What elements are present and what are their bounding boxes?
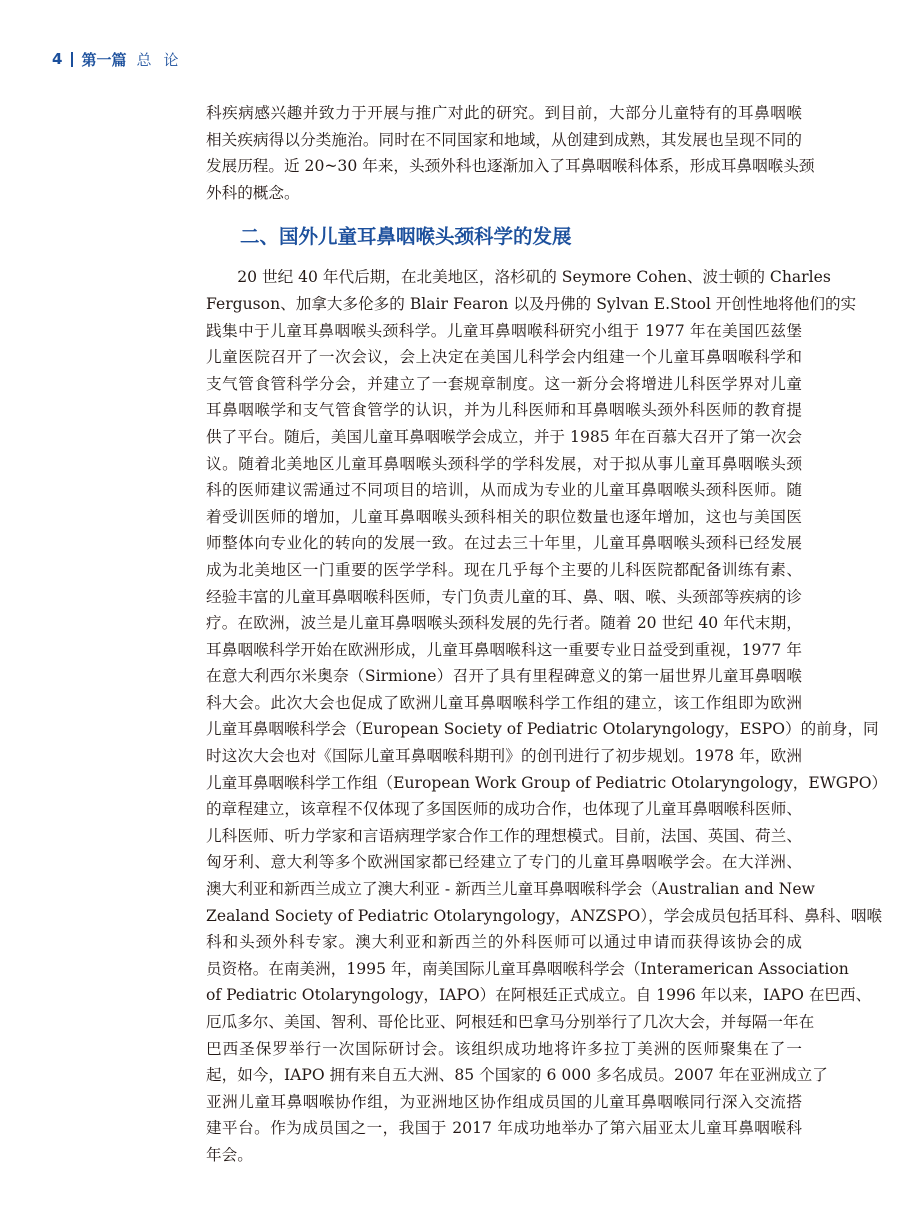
header-divider bbox=[71, 52, 73, 67]
text-line: 成为北美地区一门重要的医学学科。现在几乎每个主要的儿科医院都配备训练有素、 bbox=[206, 560, 802, 579]
text-line: 年会。 bbox=[206, 1145, 253, 1164]
text-line: Ferguson、加拿大多伦多的 Blair Fearon 以及丹佛的 Sylvan E.Stool 开创性地将他们的实 bbox=[206, 294, 857, 313]
page-content bbox=[206, 100, 888, 1169]
text-line: 澳大利亚和新西兰成立了澳大利亚 - 新西兰儿童耳鼻咽喉科学会（Australian and New bbox=[206, 880, 815, 899]
text-line: 时这次大会也对《国际儿童耳鼻咽喉科期刊》的创刊进行了初步规划。1978 年，欧洲 bbox=[206, 747, 802, 766]
text-line: 儿童耳鼻咽喉科学工作组（European Work Group of Pediatric Otolaryngology，EWGPO） bbox=[206, 773, 888, 792]
text-line: 着受训医师的增加，儿童耳鼻咽喉头颈科相关的职位数量也逐年增加，这也与美国医 bbox=[206, 507, 802, 526]
section-heading: 二、国外儿童耳鼻咽喉头颈科学的发展 bbox=[240, 225, 572, 249]
chapter-label: 总论 bbox=[136, 50, 191, 69]
text-line: 起，如今，IAPO 拥有来自五大洲、85 个国家的 6 000 多名成员。2007 年在亚洲成立了 bbox=[206, 1066, 828, 1085]
text-line: 匈牙利、意大利等多个欧洲国家都已经建立了专门的儿童耳鼻咽喉学会。在大洋洲、 bbox=[206, 853, 802, 872]
text-line: 科和头颈外科专家。澳大利亚和新西兰的外科医师可以通过申请而获得该协会的成 bbox=[206, 933, 802, 952]
text-line: 20 世纪 40 年代后期，在北美地区，洛杉矶的 Seymore Cohen、波士顿的 Charles bbox=[206, 268, 831, 287]
text-line: 议。随着北美地区儿童耳鼻咽喉头颈科学的学科发展，对于拟从事儿童耳鼻咽喉头颈 bbox=[206, 454, 802, 473]
text-line: of Pediatric Otolaryngology，IAPO）在阿根廷正式成立。自 1996 年以来，IAPO 在巴西、 bbox=[206, 986, 872, 1005]
text-line: Zealand Society of Pediatric Otolaryngology，ANZSPO），学会成员包括耳科、鼻科、咽喉 bbox=[206, 906, 883, 925]
text-line: 的章程建立，该章程不仅体现了多国医师的成功合作，也体现了儿童耳鼻咽喉科医师、 bbox=[206, 800, 802, 819]
text-line: 厄瓜多尔、美国、智利、哥伦比亚、阿根廷和巴拿马分别举行了几次大会，并每隔一年在 bbox=[206, 1013, 815, 1031]
text-line: 在意大利西尔米奥奈（Sirmione）召开了具有里程碑意义的第一届世界儿童耳鼻咽喉 bbox=[206, 667, 802, 686]
text-line: 儿童耳鼻咽喉科学会（European Society of Pediatric Otolaryngology，ESPO）的前身，同 bbox=[206, 720, 879, 739]
text-line: 外科的概念。 bbox=[206, 183, 300, 202]
text-line: 师整体向专业化的转向的发展一致。在过去三十年里，儿童耳鼻咽喉头颈科已经发展 bbox=[206, 534, 802, 553]
body-paragraph bbox=[206, 264, 888, 1168]
text-line: 相关疾病得以分类施治。同时在不同国家和地域，从创建到成熟，其发展也呈现不同的 bbox=[206, 130, 802, 149]
text-line: 员资格。在南美洲，1995 年，南美国际儿童耳鼻咽喉科学会（Interamerican Association bbox=[206, 959, 849, 978]
text-line: 科疾病感兴趣并致力于开展与推广对此的研究。到目前，大部分儿童特有的耳鼻咽喉 bbox=[206, 104, 802, 122]
text-line: 耳鼻咽喉学和支气管食管学的认识，并为儿科医师和耳鼻咽喉头颈外科医师的教育提 bbox=[206, 401, 802, 420]
part-label: 第一篇 bbox=[81, 50, 127, 69]
running-head bbox=[52, 46, 190, 72]
intro-paragraph bbox=[206, 100, 815, 206]
text-line: 支气管食管科学分会，并建立了一套规章制度。这一新分会将增进儿科医学界对儿童 bbox=[206, 374, 802, 393]
text-line: 科大会。此次大会也促成了欧洲儿童耳鼻咽喉科学工作组的建立，该工作组即为欧洲 bbox=[206, 693, 802, 712]
text-line: 巴西圣保罗举行一次国际研讨会。该组织成功地将许多拉丁美洲的医师聚集在了一 bbox=[206, 1039, 802, 1058]
text-line: 发展历程。近 20~30 年来，头颈外科也逐渐加入了耳鼻咽喉科体系，形成耳鼻咽喉头颈 bbox=[206, 157, 815, 176]
text-line: 亚洲儿童耳鼻咽喉协作组，为亚洲地区协作组成员国的儿童耳鼻咽喉同行深入交流搭 bbox=[206, 1092, 802, 1111]
text-line: 践集中于儿童耳鼻咽喉头颈科学。儿童耳鼻咽喉科研究小组于 1977 年在美国匹兹堡 bbox=[206, 321, 802, 340]
text-line: 供了平台。随后，美国儿童耳鼻咽喉学会成立，并于 1985 年在百慕大召开了第一次会 bbox=[206, 427, 802, 446]
text-line: 疗。在欧洲，波兰是儿童耳鼻咽喉头颈科发展的先行者。随着 20 世纪 40 年代末期， bbox=[206, 614, 802, 633]
text-line: 建平台。作为成员国之一，我国于 2017 年成功地举办了第六届亚太儿童耳鼻咽喉科 bbox=[206, 1119, 802, 1138]
text-line: 儿童医院召开了一次会议，会上决定在美国儿科学会内组建一个儿童耳鼻咽喉科学和 bbox=[206, 348, 802, 367]
page-number: 4 bbox=[52, 50, 63, 68]
text-line: 经验丰富的儿童耳鼻咽喉科医师，专门负责儿童的耳、鼻、咽、喉、头颈部等疾病的诊 bbox=[206, 587, 802, 606]
text-line: 耳鼻咽喉科学开始在欧洲形成，儿童耳鼻咽喉科这一重要专业日益受到重视，1977 年 bbox=[206, 640, 802, 659]
text-line: 儿科医师、听力学家和言语病理学家合作工作的理想模式。目前，法国、英国、荷兰、 bbox=[206, 826, 802, 845]
text-line: 科的医师建议需通过不同项目的培训，从而成为专业的儿童耳鼻咽喉头颈科医师。随 bbox=[206, 481, 802, 500]
